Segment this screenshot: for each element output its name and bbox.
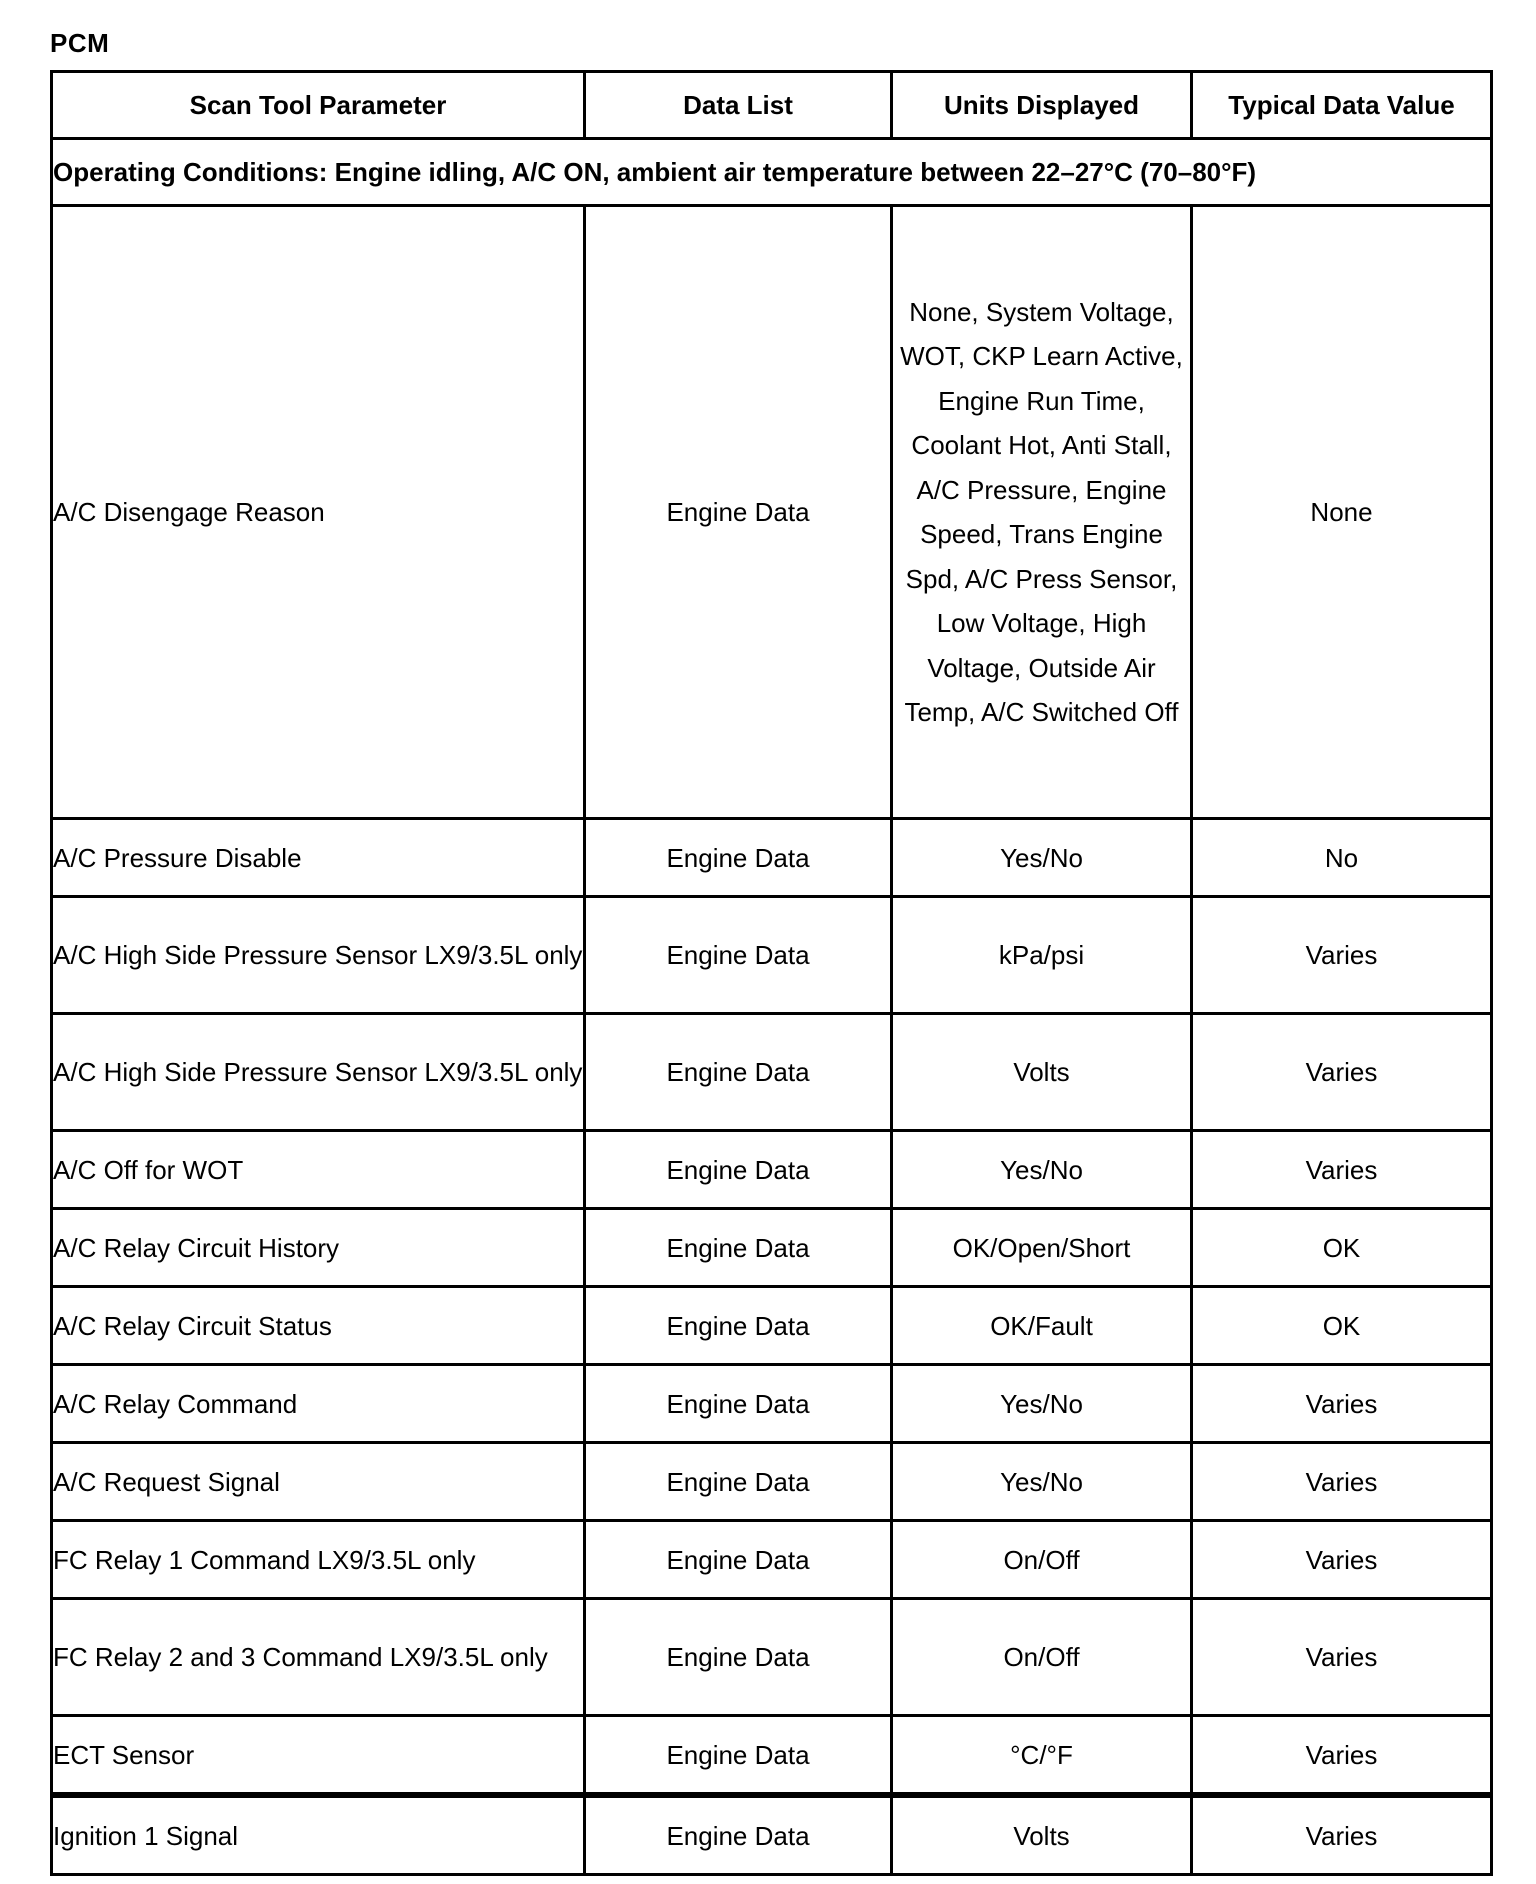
data-list-cell: Engine Data: [585, 897, 892, 1014]
typical-value-cell: Varies: [1192, 1443, 1492, 1521]
units-cell: OK/Fault: [892, 1287, 1192, 1365]
units-cell: Volts: [892, 1014, 1192, 1131]
typical-value-cell: OK: [1192, 1287, 1492, 1365]
data-list-cell: Engine Data: [585, 819, 892, 897]
param-cell: A/C Relay Circuit History: [52, 1209, 585, 1287]
units-cell: On/Off: [892, 1521, 1192, 1599]
table-row: [52, 206, 1492, 819]
header-typical-value: Typical Data Value: [1192, 72, 1492, 139]
data-list-cell: Engine Data: [585, 1131, 892, 1209]
data-list-cell: Engine Data: [585, 206, 892, 819]
table-row: [52, 819, 1492, 897]
units-cell: Volts: [892, 1795, 1192, 1875]
typical-value-cell: Varies: [1192, 1131, 1492, 1209]
units-cell: kPa/psi: [892, 897, 1192, 1014]
table-row: [52, 1365, 1492, 1443]
data-list-cell: Engine Data: [585, 1287, 892, 1365]
table-row: [52, 1795, 1492, 1875]
units-cell: Yes/No: [892, 1443, 1192, 1521]
header-parameter: Scan Tool Parameter: [52, 72, 585, 139]
data-list-cell: Engine Data: [585, 1209, 892, 1287]
typical-value-cell: None: [1192, 206, 1492, 819]
table-row: [52, 1131, 1492, 1209]
typical-value-cell: Varies: [1192, 1014, 1492, 1131]
section-label: PCM: [50, 28, 110, 58]
table-row: [52, 897, 1492, 1014]
typical-value-cell: No: [1192, 819, 1492, 897]
param-cell: ECT Sensor: [52, 1716, 585, 1796]
units-cell: Yes/No: [892, 1131, 1192, 1209]
data-list-cell: Engine Data: [585, 1014, 892, 1131]
units-cell: Yes/No: [892, 819, 1192, 897]
table-row: [52, 1443, 1492, 1521]
table-row: [52, 1209, 1492, 1287]
operating-conditions-row: [52, 139, 1492, 206]
param-cell: A/C Pressure Disable: [52, 819, 585, 897]
header-data-list: Data List: [585, 72, 892, 139]
typical-value-cell: Varies: [1192, 1716, 1492, 1796]
typical-value-cell: Varies: [1192, 1599, 1492, 1716]
table-row: [52, 1014, 1492, 1131]
data-list-cell: Engine Data: [585, 1443, 892, 1521]
units-cell: None, System Voltage, WOT, CKP Learn Active, Engine Run Time, Coolant Hot, Anti Stall, A/C Pressure, Engine Speed, Trans Engine Spd, A/C Press Sensor, Low Voltage, High Voltage, Outside Air Temp, A/C Switched Off: [892, 206, 1192, 819]
units-cell: On/Off: [892, 1599, 1192, 1716]
table-row: [52, 1521, 1492, 1599]
typical-value-cell: Varies: [1192, 897, 1492, 1014]
table-row: [52, 1599, 1492, 1716]
param-cell: A/C Request Signal: [52, 1443, 585, 1521]
typical-value-cell: OK: [1192, 1209, 1492, 1287]
param-cell: A/C High Side Pressure Sensor LX9/3.5L only: [52, 1014, 585, 1131]
header-row: [52, 72, 1492, 139]
units-cell: Yes/No: [892, 1365, 1192, 1443]
typical-value-cell: Varies: [1192, 1365, 1492, 1443]
param-cell: A/C High Side Pressure Sensor LX9/3.5L only: [52, 897, 585, 1014]
typical-value-cell: Varies: [1192, 1521, 1492, 1599]
param-cell: FC Relay 2 and 3 Command LX9/3.5L only: [52, 1599, 585, 1716]
param-cell: FC Relay 1 Command LX9/3.5L only: [52, 1521, 585, 1599]
param-cell: Ignition 1 Signal: [52, 1795, 585, 1875]
header-units: Units Displayed: [892, 72, 1192, 139]
param-cell: A/C Disengage Reason: [52, 206, 585, 819]
data-list-cell: Engine Data: [585, 1521, 892, 1599]
table-row: [52, 1716, 1492, 1796]
scan-tool-data-table: [50, 70, 1493, 1876]
data-list-cell: Engine Data: [585, 1795, 892, 1875]
typical-value-cell: Varies: [1192, 1795, 1492, 1875]
units-cell: OK/Open/Short: [892, 1209, 1192, 1287]
data-list-cell: Engine Data: [585, 1365, 892, 1443]
data-list-cell: Engine Data: [585, 1716, 892, 1796]
param-cell: A/C Relay Circuit Status: [52, 1287, 585, 1365]
param-cell: A/C Relay Command: [52, 1365, 585, 1443]
units-cell: °C/°F: [892, 1716, 1192, 1796]
operating-conditions: Operating Conditions: Engine idling, A/C ON, ambient air temperature between 22–27°C (70–80°F): [52, 139, 1492, 206]
data-list-cell: Engine Data: [585, 1599, 892, 1716]
param-cell: A/C Off for WOT: [52, 1131, 585, 1209]
table-row: [52, 1287, 1492, 1365]
